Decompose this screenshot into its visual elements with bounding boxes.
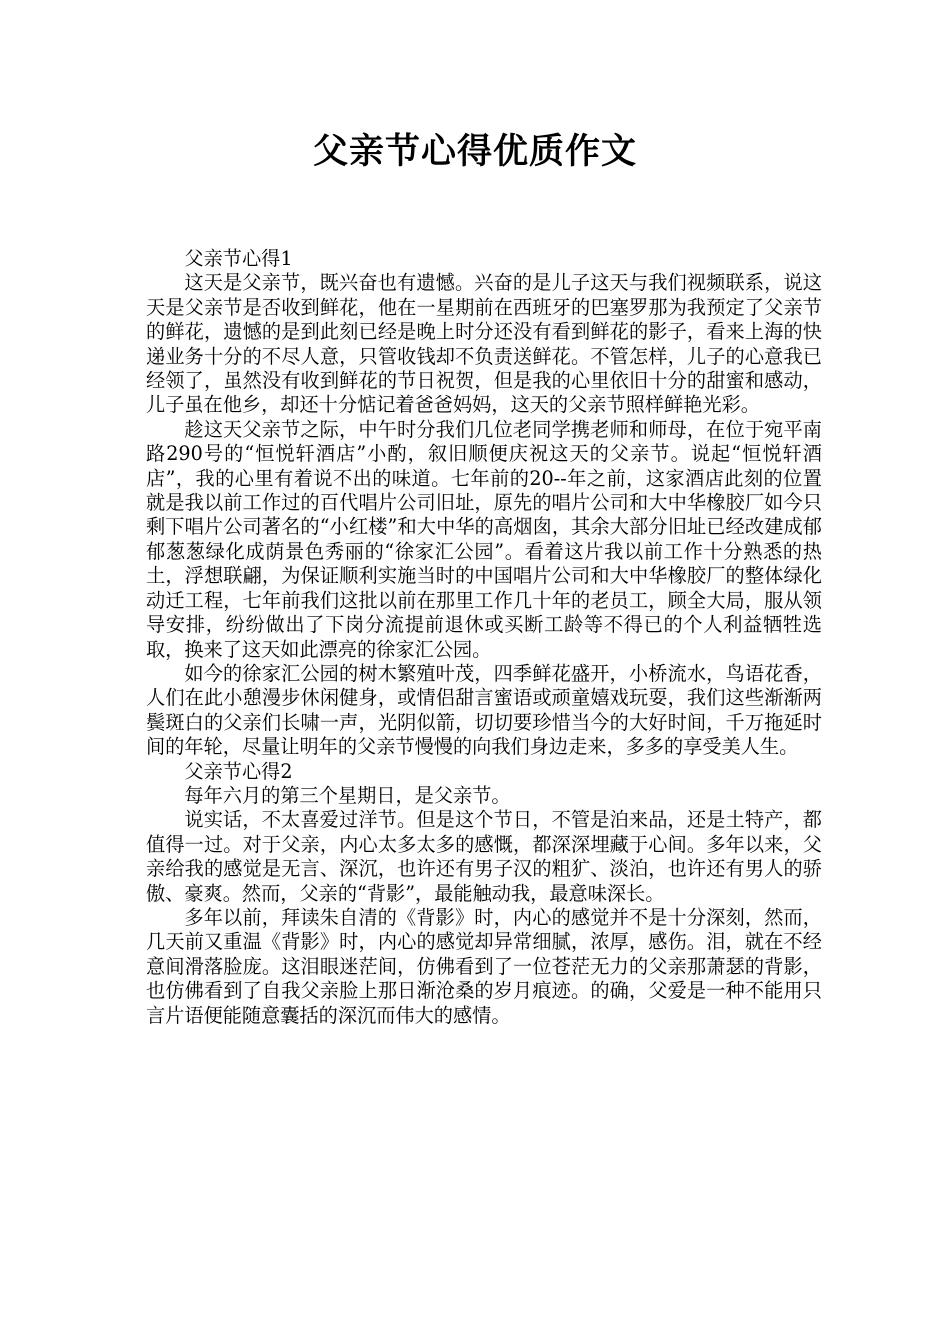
section-heading-1: 父亲节心得1 bbox=[184, 247, 293, 270]
paragraph: 每年六月的第三个星期日，是父亲节。 bbox=[184, 783, 511, 807]
paragraph: 说实话，不太喜爱过洋节。但是这个节日，不管是泊来品，还是土特产，都值得一过。对于父亲，内心太多太多的感慨，都深深埋藏于心间。多年以来，父亲给我的感觉是无言、深沉，也许还有男子汉的粗犷、淡泊，也许还有男人的骄傲、豪爽。然而，父亲的“背影”，最能触动我，最意味深长。 bbox=[146, 808, 822, 905]
paragraph: 如今的徐家汇公园的树木繁殖叶茂，四季鲜花盛开，小桥流水，鸟语花香，人们在此小憩漫步休闲健身，或情侣甜言蜜语或顽童嬉戏玩耍，我们这些渐渐两鬓斑白的父亲们长啸一声，光阴似箭，切切要珍惜当今的大好时间，千万拖延时间的年轮，尽量让明年的父亲节慢慢的向我们身边走来，多多的享受美人生。 bbox=[146, 661, 822, 759]
paragraph: 这天是父亲节，既兴奋也有遗憾。兴奋的是儿子这天与我们视频联系，说这天是父亲节是否收到鲜花，他在一星期前在西班牙的巴塞罗那为我预定了父亲节的鲜花，遗憾的是到此刻已经是晚上时分还没有看到鲜花的影子，看来上海的快递业务十分的不尽人意，只管收钱却不负责送鲜花。不管怎样，儿子的心意我已经领了，虽然没有收到鲜花的节日祝贺，但是我的心里依旧十分的甜蜜和感动，儿子虽在他乡，却还十分惦记着爸爸妈妈，这天的父亲节照样鲜艳光彩。 bbox=[146, 271, 822, 417]
paragraph: 趁这天父亲节之际，中午时分我们几位老同学携老师和师母，在位于宛平南路290号的“恒悦轩酒店”小酌，叙旧顺便庆祝这天的父亲节。说起“恒悦轩酒店”，我的心里有着说不出的味道。七年前的20--年之前，这家酒店此刻的位置就是我以前工作过的百代唱片公司旧址，原先的唱片公司和大中华橡胶厂如今只剩下唱片公司著名的“小红楼”和大中华的高烟囱，其余大部分旧址已经改建成郁郁葱葱绿化成荫景色秀丽的“徐家汇公园”。看着这片我以前工作十分熟悉的热土，浮想联翩，为保证顺利实施当时的中国唱片公司和大中华橡胶厂的整体绿化动迁工程，七年前我们这批以前在那里工作几十年的老员工，顾全大局，服从领导安排，纷纷做出了下岗分流提前退休或买断工龄等不得已的个人利益牺牲选取，换来了这天如此漂亮的徐家汇公园。 bbox=[146, 417, 822, 661]
document-title: 父亲节心得优质作文 bbox=[312, 132, 637, 172]
section-heading-2: 父亲节心得2 bbox=[184, 759, 293, 783]
paragraph: 多年以前，拜读朱自清的《背影》时，内心的感觉并不是十分深刻，然而，几天前又重温《背影》时，内心的感觉却异常细腻，浓厚，感伤。泪，就在不经意间滑落脸庞。这泪眼迷茫间，仿佛看到了一位苍茫无力的父亲那萧瑟的背影，也仿佛看到了自我父亲脸上那日渐沧桑的岁月痕迹。的确，父爱是一种不能用只言片语便能随意囊括的深沉而伟大的感情。 bbox=[146, 905, 822, 1027]
document-body bbox=[146, 247, 822, 1028]
